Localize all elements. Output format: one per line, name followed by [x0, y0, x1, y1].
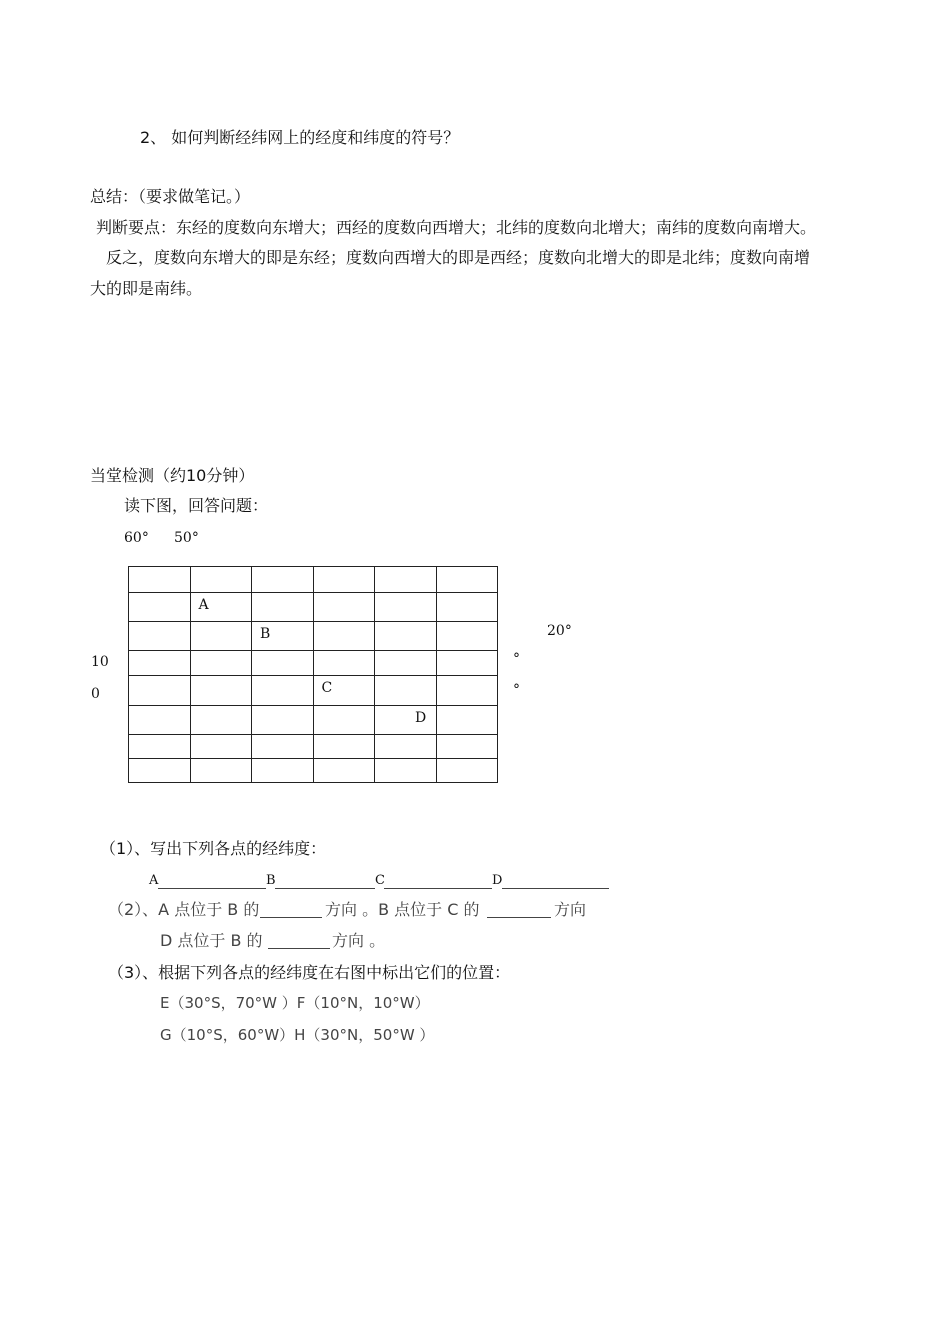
point-a: A: [198, 597, 209, 613]
check-instruction: 读下图，回答问题：: [124, 496, 269, 515]
q1-label-d: D: [492, 873, 503, 888]
q2-blank-1[interactable]: [260, 917, 322, 918]
q3-text: （3）、根据下列各点的经纬度在右图中标出它们的位置：: [108, 963, 511, 982]
latitude-degree-mark-2: °: [513, 682, 520, 698]
q3-line-2: G（10°S，60°W）H（30°N，50°W ）: [160, 1026, 435, 1044]
latitude-label-20: 20°: [547, 623, 572, 639]
q3-line-1: E（30°S，70°W ）F（10°N，10°W）: [160, 994, 430, 1012]
summary-line-3: 大的即是南纬。: [90, 279, 203, 298]
q2-part-2: 方向 。B 点位于 C 的: [325, 900, 480, 919]
q1-label-a: A: [149, 873, 159, 888]
q1-blank-b[interactable]: [275, 888, 375, 889]
q1-text: （1）、写出下列各点的经纬度：: [100, 839, 327, 858]
check-heading: 当堂检测（约10分钟）: [90, 466, 255, 485]
grid-row: [129, 735, 498, 759]
lat-long-grid: [128, 566, 498, 783]
q1-label-b: B: [266, 873, 276, 888]
longitude-label-50: 50°: [174, 530, 199, 546]
grid-row: [129, 651, 498, 676]
summary-heading: 总结：（要求做笔记。）: [90, 187, 251, 206]
latitude-label-10: 10: [91, 654, 109, 670]
q2-blank-2[interactable]: [487, 917, 551, 918]
q1-blank-c[interactable]: [384, 888, 492, 889]
grid-row: [129, 759, 498, 783]
q1-blank-d[interactable]: [502, 888, 609, 889]
grid-row: [129, 706, 498, 735]
q1-label-c: C: [375, 873, 385, 888]
summary-line-2: 反之，度数向东增大的即是东经；度数向西增大的即是西经；度数向北增大的即是北纬；度数向南增: [106, 248, 811, 267]
point-b: B: [260, 626, 271, 642]
latitude-degree-mark-1: °: [513, 651, 520, 667]
question-2: 2、 如何判断经纬网上的经度和纬度的符号？: [140, 128, 460, 147]
longitude-label-60: 60°: [124, 530, 149, 546]
point-d: D: [415, 710, 427, 726]
grid-row: [129, 622, 498, 651]
q2-part-3: 方向: [554, 900, 587, 919]
q1-blank-a[interactable]: [158, 888, 266, 889]
point-c: C: [321, 680, 333, 696]
grid-row: [129, 593, 498, 622]
q2-line2-part-2: 方向 。: [332, 931, 386, 950]
q2-blank-3[interactable]: [268, 948, 330, 949]
grid-row: [129, 676, 498, 706]
grid-row: [129, 567, 498, 593]
q2-line2-part-1: D 点位于 B 的: [160, 931, 263, 950]
summary-line-1: 判断要点：东经的度数向东增大；西经的度数向西增大；北纬的度数向北增大；南纬的度数向南增大。: [96, 218, 817, 237]
q2-part-1: （2）、A 点位于 B 的: [108, 900, 260, 919]
latitude-label-0: 0: [91, 686, 100, 702]
